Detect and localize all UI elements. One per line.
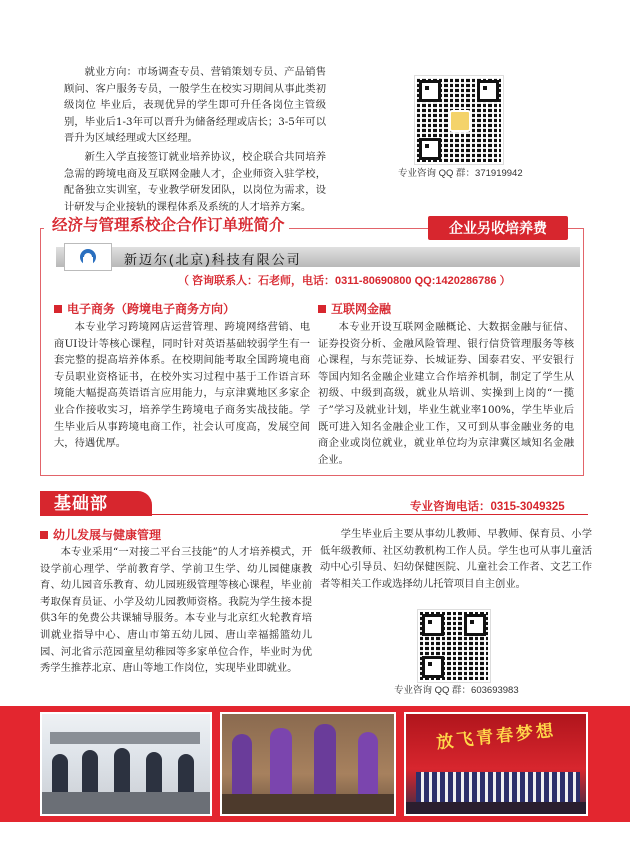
stage-photo (404, 712, 588, 816)
base-title-tab (40, 491, 152, 516)
bullet-square-icon (318, 305, 326, 313)
coop-badge (428, 216, 568, 240)
bullet-square-icon (40, 531, 48, 539)
avatar-icon (449, 110, 471, 132)
base-phone: 专业咨询电话：0315-3049325 (410, 501, 565, 513)
coop-left-column (54, 300, 310, 452)
training-paragraph: 新生入学直接签订就业培养协议，校企联合共同培养急需的跨境电商及互联网金融人才，企业师资入驻学校，配备独立实训室，专业教学研发团队，以岗位为需求，设计研发与企业接轨的课程体系及系统的人才培养方案。 (64, 150, 326, 213)
base-title: 基础部 (54, 494, 108, 513)
childcare-heading: 幼儿发展与健康管理 (53, 528, 162, 542)
stage-banner-text: 放飞青春梦想 (435, 720, 557, 753)
finance-heading: 互联网金融 (331, 302, 392, 316)
top-section (64, 64, 326, 215)
base-left-column (40, 526, 312, 677)
company-logo-icon (65, 244, 111, 270)
ecommerce-text: 本专业学习跨境网店运营管理、跨境网络营销、电商UI设计等核心课程，同时针对英语基础较弱学生有一套完整的提高培养体系。在校期间能考取全国跨境电商专员职业资格证书，在校外实习过程中基于工作语言环境能大幅提高英语语言应用能力，与京津冀地区多家企业合作接收实习，培养学生跨境电子商务实战技能。学生毕业后从事跨境电商工作，社会认可度高，发展空间大，待遇优厚。 (54, 321, 310, 450)
childcare-career-text: 学生毕业后主要从事幼儿教师、早教师、保育员、小学低年级教师、社区幼教机构工作人员。学生也可从事儿童活动中心引导员、妇幼保健医院、儿童社会工作者、文艺工作者等相关工作或选择幼儿托管项目自主创业。 (320, 528, 592, 590)
classroom-photo (40, 712, 212, 816)
dance-photo (220, 712, 396, 816)
base-right-column (320, 526, 592, 592)
company-logo-box (64, 243, 112, 271)
qq-group-top: 专业咨询 QQ 群：371919942 (398, 168, 523, 179)
coop-right-column (318, 300, 574, 468)
company-name: 新迈尔(北京)科技有限公司 (124, 252, 302, 267)
finance-text: 本专业开设互联网金融概论、大数据金融与征信、证券投资分析、金融风险管理、银行信贷管理服务等核心课程，与东莞证券、长城证券、国泰君安、平安银行等国内知名金融企业建立合作培养机制，制定了学生从初级、中级到高级，就业从培训、实操到上岗的“一揽子”学习及就业计划，毕业生就业率100%，学生毕业后既可进入知名金融企业工作，又可到从事金融业务的电商企业或岗位就业，就业单位均为京津冀区域知名金融企业。 (318, 321, 574, 466)
coop-badge-label: 企业另收培养费 (449, 220, 547, 236)
bullet-square-icon (54, 305, 62, 313)
coop-contact: （ 咨询联系人：石老师，电话：0311-80690800 QQ:1420286786 ） (178, 275, 511, 287)
employment-paragraph: 就业方向：市场调查专员、营销策划专员、产品销售顾问、客户服务专员，一般学生在校实习期间从事此类初级岗位 毕业后，表现优异的学生即可升任各岗位主管级别，毕业后1-3年可以晋升为储备经理或店长；3-5年可以晋升为区域经理或大区经理。 (64, 66, 326, 145)
childcare-text: 本专业采用“一对接二平台三技能”的人才培养模式，开设学前心理学、学前教育学、学前卫生学、幼儿园健康教育、幼儿园音乐教育、幼儿园班级管理等核心课程，毕业前考取保育员证、小学及幼儿园教师资格。我院为学生接本提供3年的免费公共课辅导服务。本专业与北京红火轮教育培训就业指导中心、唐山市第五幼儿园、唐山幸福摇篮幼儿园、河北省示范园童星幼稚园等多家单位合作，毕业时为优秀学生推荐北京、唐山等地工作岗位，实现毕业即就业。 (40, 546, 312, 675)
qr-code-base[interactable] (418, 610, 490, 682)
qr-code-top[interactable] (415, 76, 503, 164)
coop-title: 经济与管理系校企合作订单班简介 (44, 213, 289, 235)
ecommerce-heading: 电子商务（跨境电子商务方向） (67, 302, 236, 316)
qq-group-base: 专业咨询 QQ 群：603693983 (394, 685, 519, 696)
